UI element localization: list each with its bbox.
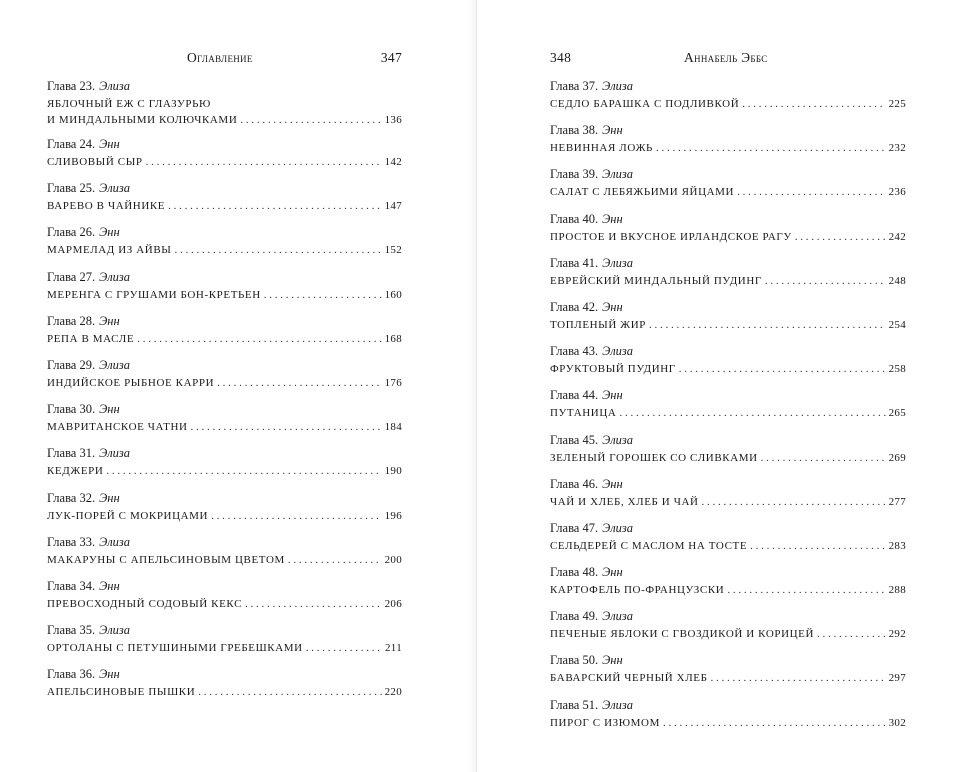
dot-leader: [264, 287, 382, 303]
recipe-title: МАВРИТАНСКОЕ ЧАТНИ: [47, 421, 188, 434]
recipe-line: [550, 184, 906, 200]
dot-leader: [817, 626, 886, 642]
chapter-narrator: Энн: [602, 388, 623, 403]
recipe-line: [550, 405, 906, 421]
toc-entry: [550, 211, 906, 255]
recipe-page-number: 211: [385, 642, 402, 655]
recipe-title: ПРЕВОСХОДНЫЙ СОДОВЫЙ КЕКС: [47, 597, 243, 610]
recipe-title: ТОПЛЕНЫЙ ЖИР: [550, 318, 646, 331]
recipe-line: [47, 112, 402, 128]
recipe-line: [47, 596, 402, 612]
toc-entry: [47, 445, 402, 489]
chapter-heading: [550, 697, 906, 715]
chapter-number: Глава 31.: [47, 446, 96, 461]
recipe-line: [47, 287, 402, 303]
recipe-page-number: 160: [384, 288, 402, 301]
recipe-line: [47, 640, 402, 656]
dot-leader: [750, 538, 885, 554]
recipe-page-number: 136: [384, 114, 402, 126]
chapter-narrator: Энн: [99, 137, 120, 151]
toc-entry: [550, 564, 906, 608]
dot-leader: [174, 242, 381, 258]
chapter-number: Глава 39.: [550, 167, 599, 182]
recipe-title: ЛУК-ПОРЕЙ С МОКРИЦАМИ: [47, 509, 209, 522]
recipe-title: САЛАТ С ЛЕБЯЖЬИМИ ЯЙЦАМИ: [550, 186, 735, 199]
chapter-heading: [550, 122, 906, 140]
recipe-line: [550, 626, 906, 642]
right-page: [550, 0, 906, 772]
chapter-narrator: Энн: [99, 313, 120, 328]
chapter-number: Глава 43.: [550, 344, 599, 359]
recipe-line: [550, 582, 906, 598]
dot-leader: [742, 96, 885, 112]
chapter-number: Глава 46.: [550, 476, 599, 491]
recipe-page-number: 152: [384, 244, 402, 257]
chapter-heading: [47, 401, 402, 419]
recipe-page-number: 265: [888, 407, 906, 420]
recipe-page-number: 147: [384, 200, 402, 213]
chapter-number: Глава 48.: [550, 565, 599, 580]
recipe-page-number: 248: [888, 274, 906, 287]
chapter-heading: [47, 357, 402, 375]
toc-entry: [550, 387, 906, 431]
recipe-title: ПУТАНИЦА: [550, 407, 617, 420]
toc-entry: [550, 608, 906, 652]
recipe-line: [550, 670, 906, 686]
chapter-heading: [47, 445, 402, 463]
recipe-title: РЕПА В МАСЛЕ: [47, 332, 135, 345]
recipe-line: [47, 375, 402, 391]
toc-entry: [47, 136, 402, 180]
recipe-title: БАВАРСКИЙ ЧЕРНЫЙ ХЛЕБ: [550, 672, 708, 685]
chapter-heading: [47, 622, 402, 640]
recipe-page-number: 269: [888, 451, 906, 464]
table-of-contents-left: [47, 78, 402, 710]
chapter-number: Глава 50.: [550, 653, 599, 668]
toc-entry: [47, 666, 402, 710]
chapter-narrator: Элиза: [99, 623, 131, 638]
chapter-heading: [550, 608, 906, 626]
dot-leader: [649, 317, 886, 333]
chapter-heading: [550, 211, 906, 229]
chapter-narrator: Элиза: [99, 181, 131, 196]
recipe-page-number: 190: [384, 465, 402, 478]
recipe-line: [550, 317, 906, 333]
recipe-title: МЕРЕНГА С ГРУШАМИ БОН-КРЕТЬЕН: [47, 288, 261, 301]
recipe-line: [550, 494, 906, 510]
recipe-page-number: 242: [888, 230, 906, 243]
recipe-line: [47, 331, 402, 347]
recipe-line: [550, 450, 906, 466]
toc-entry: [47, 180, 402, 224]
dot-leader: [211, 508, 382, 524]
page-number: 347: [380, 50, 402, 65]
chapter-heading: [550, 255, 906, 273]
recipe-line: [47, 419, 402, 435]
recipe-page-number: 142: [384, 156, 402, 168]
left-page-header: [47, 50, 402, 66]
toc-entry: [550, 343, 906, 387]
chapter-narrator: Энн: [99, 578, 120, 593]
recipe-title: СЕЛЬДЕРЕЙ С МАСЛОМ НА ТОСТЕ: [550, 539, 748, 552]
chapter-number: Глава 23.: [47, 79, 96, 93]
chapter-heading: [550, 299, 906, 317]
chapter-number: Глава 44.: [550, 388, 599, 403]
recipe-page-number: 292: [888, 628, 906, 641]
dot-leader: [795, 229, 886, 245]
chapter-number: Глава 35.: [47, 623, 96, 638]
toc-entry: [47, 401, 402, 445]
toc-entry: [47, 534, 402, 578]
recipe-line: [47, 198, 402, 214]
recipe-page-number: 277: [888, 495, 906, 508]
toc-entry: [550, 697, 906, 741]
chapter-heading: [550, 652, 906, 670]
recipe-title: ВАРЕВО В ЧАЙНИКЕ: [47, 200, 166, 213]
chapter-narrator: Элиза: [602, 520, 634, 535]
chapter-narrator: Элиза: [99, 534, 131, 549]
chapter-number: Глава 40.: [550, 211, 599, 226]
recipe-line: [47, 552, 402, 568]
recipe-page-number: 225: [888, 98, 906, 110]
dot-leader: [198, 684, 381, 700]
chapter-heading: [550, 432, 906, 450]
chapter-number: Глава 49.: [550, 609, 599, 624]
chapter-narrator: Элиза: [602, 432, 634, 447]
chapter-number: Глава 27.: [47, 269, 96, 284]
running-title: Оглавление: [187, 50, 253, 65]
chapter-narrator: Элиза: [99, 446, 131, 461]
toc-entry: [47, 224, 402, 268]
recipe-page-number: 236: [888, 186, 906, 199]
chapter-heading: [550, 78, 906, 96]
recipe-title: ЧАЙ И ХЛЕБ, ХЛЕБ И ЧАЙ: [550, 495, 699, 508]
toc-entry: [550, 122, 906, 166]
recipe-page-number: 196: [384, 509, 402, 522]
chapter-number: Глава 30.: [47, 402, 96, 417]
chapter-number: Глава 36.: [47, 667, 96, 682]
recipe-title: КЕДЖЕРИ: [47, 465, 104, 478]
chapter-heading: [47, 136, 402, 154]
toc-entry: [47, 490, 402, 534]
chapter-narrator: Элиза: [602, 697, 634, 712]
toc-entry: [550, 652, 906, 696]
recipe-title: НЕВИННАЯ ЛОЖЬ: [550, 142, 653, 155]
chapter-number: Глава 34.: [47, 578, 96, 593]
chapter-number: Глава 33.: [47, 534, 96, 549]
recipe-line: [47, 154, 402, 170]
recipe-title: ОРТОЛАНЫ С ПЕТУШИНЫМИ ГРЕБЕШКАМИ: [47, 642, 303, 655]
toc-entry: [47, 357, 402, 401]
chapter-narrator: Энн: [99, 225, 120, 240]
recipe-page-number: 168: [384, 332, 402, 345]
chapter-number: Глава 51.: [550, 697, 599, 712]
recipe-title: ЕВРЕЙСКИЙ МИНДАЛЬНЫЙ ПУДИНГ: [550, 274, 762, 287]
chapter-narrator: Элиза: [602, 167, 634, 182]
recipe-line: [550, 140, 906, 156]
chapter-narrator: Элиза: [602, 609, 634, 624]
dot-leader: [137, 331, 381, 347]
recipe-title: ФРУКТОВЫЙ ПУДИНГ: [550, 363, 676, 376]
chapter-number: Глава 41.: [550, 255, 599, 270]
chapter-heading: [550, 476, 906, 494]
dot-leader: [168, 198, 381, 214]
chapter-narrator: Энн: [602, 299, 623, 314]
chapter-narrator: Элиза: [602, 344, 634, 359]
toc-entry: [550, 299, 906, 343]
recipe-page-number: 176: [384, 376, 402, 389]
recipe-title: КАРТОФЕЛЬ ПО-ФРАНЦУЗСКИ: [550, 584, 725, 597]
chapter-narrator: Элиза: [602, 255, 634, 270]
chapter-narrator: Энн: [602, 565, 623, 580]
chapter-heading: [47, 578, 402, 596]
table-of-contents-right: [550, 78, 906, 741]
recipe-page-number: 288: [888, 584, 906, 597]
chapter-number: Глава 45.: [550, 432, 599, 447]
recipe-title: АПЕЛЬСИНОВЫЕ ПЫШКИ: [47, 686, 196, 699]
toc-entry: [47, 622, 402, 666]
gutter-shadow: [466, 0, 476, 772]
toc-entry: [47, 78, 402, 136]
dot-leader: [106, 463, 381, 479]
recipe-title: СЛИВОВЫЙ СЫР: [47, 156, 143, 168]
chapter-number: Глава 47.: [550, 520, 599, 535]
chapter-narrator: Энн: [99, 490, 120, 505]
recipe-title: МАРМЕЛАД ИЗ АЙВЫ: [47, 244, 172, 257]
chapter-heading: [550, 387, 906, 405]
chapter-heading: [47, 534, 402, 552]
dot-leader: [711, 670, 886, 686]
chapter-narrator: Энн: [602, 211, 623, 226]
chapter-number: Глава 24.: [47, 137, 96, 151]
recipe-page-number: 184: [384, 421, 402, 434]
chapter-narrator: Энн: [602, 476, 623, 491]
toc-entry: [550, 432, 906, 476]
recipe-line: [47, 684, 402, 700]
chapter-narrator: Элиза: [99, 269, 131, 284]
chapter-heading: [47, 224, 402, 242]
dot-leader: [619, 405, 885, 421]
recipe-line: [550, 229, 906, 245]
chapter-narrator: Энн: [602, 123, 623, 138]
page-number: 348: [550, 50, 572, 65]
dot-leader: [727, 582, 885, 598]
running-title: Аннабель Эббс: [684, 50, 768, 65]
left-page: [47, 0, 402, 772]
recipe-title: ПИРОГ С ИЗЮМОМ: [550, 716, 660, 729]
recipe-title: И МИНДАЛЬНЫМИ КОЛЮЧКАМИ: [47, 114, 238, 126]
chapter-narrator: Энн: [99, 402, 120, 417]
chapter-heading: [550, 564, 906, 582]
recipe-page-number: 200: [384, 553, 402, 566]
chapter-number: Глава 28.: [47, 313, 96, 328]
chapter-heading: [550, 343, 906, 361]
chapter-heading: [47, 666, 402, 684]
toc-entry: [550, 166, 906, 210]
chapter-heading: [47, 180, 402, 198]
chapter-number: Глава 26.: [47, 225, 96, 240]
recipe-line: [550, 715, 906, 731]
recipe-line: [47, 463, 402, 479]
recipe-page-number: 206: [384, 597, 402, 610]
recipe-page-number: 283: [888, 539, 906, 552]
chapter-number: Глава 32.: [47, 490, 96, 505]
recipe-title: ЗЕЛЕНЫЙ ГОРОШЕК СО СЛИВКАМИ: [550, 451, 758, 464]
toc-entry: [47, 269, 402, 313]
recipe-title: ПЕЧЕНЫЕ ЯБЛОКИ С ГВОЗДИКОЙ И КОРИЦЕЙ: [550, 628, 815, 641]
chapter-heading: [47, 490, 402, 508]
chapter-heading: [550, 520, 906, 538]
chapter-heading: [47, 269, 402, 287]
right-page-header: [550, 50, 906, 66]
recipe-line: [47, 242, 402, 258]
chapter-narrator: Энн: [99, 667, 120, 682]
recipe-page-number: 297: [888, 672, 906, 685]
chapter-heading: [47, 313, 402, 331]
recipe-line: [550, 361, 906, 377]
recipe-title: ИНДИЙСКОЕ РЫБНОЕ КАРРИ: [47, 376, 215, 389]
recipe-page-number: 220: [384, 686, 402, 699]
recipe-title: ПРОСТОЕ И ВКУСНОЕ ИРЛАНДСКОЕ РАГУ: [550, 230, 792, 243]
dot-leader: [245, 596, 382, 612]
dot-leader: [737, 184, 886, 200]
recipe-title: СЕДЛО БАРАШКА С ПОДЛИВКОЙ: [550, 98, 740, 110]
chapter-number: Глава 29.: [47, 357, 96, 372]
chapter-number: Глава 38.: [550, 123, 599, 138]
recipe-page-number: 232: [888, 142, 906, 155]
recipe-page-number: 302: [888, 716, 906, 729]
chapter-narrator: Элиза: [602, 79, 634, 93]
toc-entry: [550, 476, 906, 520]
recipe-line: [550, 96, 906, 112]
dot-leader: [656, 140, 886, 156]
dot-leader: [679, 361, 886, 377]
dot-leader: [146, 154, 382, 170]
toc-entry: [550, 520, 906, 564]
recipe-page-number: 258: [888, 363, 906, 376]
dot-leader: [217, 375, 381, 391]
recipe-line: [550, 273, 906, 289]
chapter-number: Глава 25.: [47, 181, 96, 196]
toc-entry: [47, 313, 402, 357]
toc-entry: [47, 578, 402, 622]
book-gutter: [476, 0, 477, 772]
toc-entry: [550, 255, 906, 299]
dot-leader: [702, 494, 886, 510]
recipe-title: МАКАРУНЫ С АПЕЛЬСИНОВЫМ ЦВЕТОМ: [47, 553, 285, 566]
dot-leader: [761, 450, 886, 466]
dot-leader: [288, 552, 382, 568]
chapter-heading: [550, 166, 906, 184]
recipe-title: ЯБЛОЧНЫЙ ЕЖ С ГЛАЗУРЬЮ: [47, 98, 211, 110]
dot-leader: [663, 715, 886, 731]
chapter-narrator: Элиза: [99, 357, 131, 372]
toc-entry: [550, 78, 906, 122]
dot-leader: [306, 640, 382, 656]
chapter-number: Глава 37.: [550, 79, 599, 93]
chapter-narrator: Элиза: [99, 79, 131, 93]
dot-leader: [191, 419, 382, 435]
dot-leader: [765, 273, 886, 289]
chapter-heading: [47, 78, 402, 96]
recipe-line: [550, 538, 906, 554]
chapter-number: Глава 42.: [550, 299, 599, 314]
recipe-line: [47, 508, 402, 524]
chapter-narrator: Энн: [602, 653, 623, 668]
dot-leader: [240, 112, 381, 128]
recipe-page-number: 254: [888, 318, 906, 331]
